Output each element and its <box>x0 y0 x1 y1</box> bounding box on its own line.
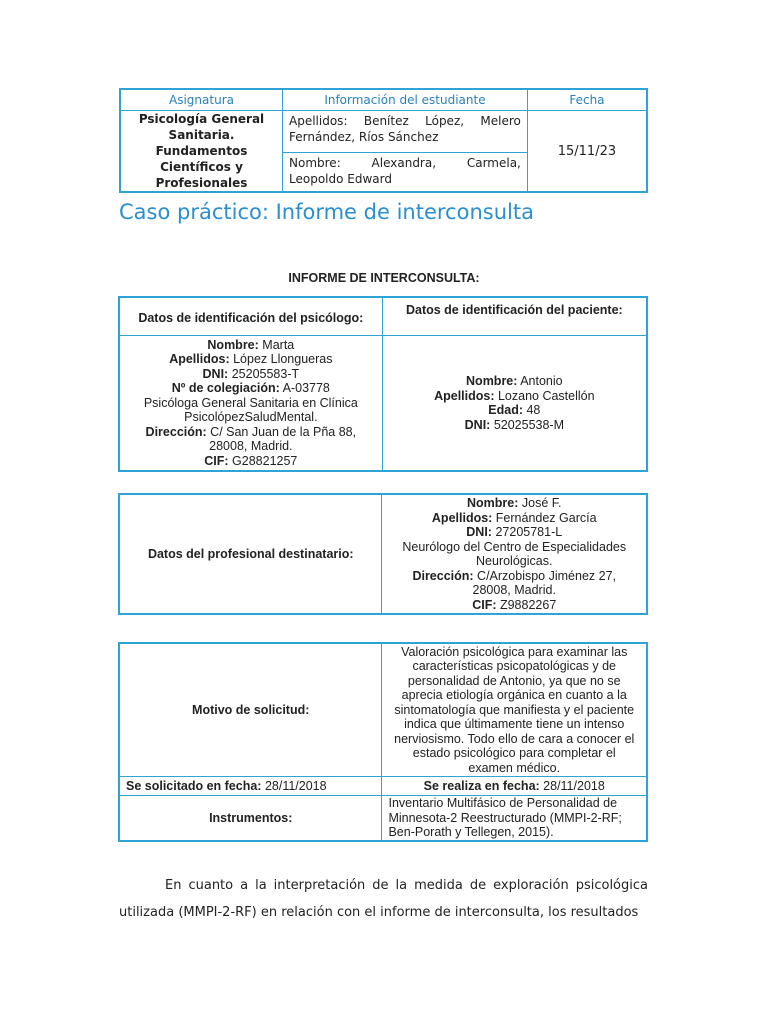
field-label: DNI: <box>202 366 229 381</box>
patient-heading: Datos de identificación del paciente: <box>382 297 647 336</box>
recipient-center: Neurológicas. <box>476 554 553 568</box>
submission-date: 15/11/23 <box>527 111 647 193</box>
psychologist-details <box>119 336 382 472</box>
requested-date: 28/11/2018 <box>261 778 327 793</box>
recipient-cif: Z9882267 <box>496 597 557 612</box>
recipient-name: José F. <box>518 496 562 510</box>
recipient-heading: Datos del profesional destinatario: <box>119 494 382 614</box>
field-label: Apellidos: <box>434 388 495 403</box>
reason-line: indica que últimamente tiene un intenso <box>404 717 625 732</box>
reason-line: personalidad de Antonio, ya que no se <box>407 673 621 688</box>
student-surnames: Apellidos: Benítez López, Melero Fernández, Ríos Sánchez <box>283 111 528 153</box>
reason-line: sintomatología que manifiesta y el paciente <box>394 702 635 717</box>
date-column-header: Fecha <box>527 89 647 111</box>
identification-table <box>118 296 648 472</box>
request-table <box>118 642 648 842</box>
psychologist-colegiacion: A-03778 <box>279 381 330 396</box>
field-label: Nº de colegiación: <box>171 381 280 396</box>
patient-dni: 52025538-M <box>490 417 565 432</box>
recipient-dni: 27205781-L <box>491 525 563 539</box>
subject-line: Sanitaria. Fundamentos <box>155 128 248 158</box>
field-label: DNI: <box>466 525 492 539</box>
field-label: Dirección: <box>412 568 474 583</box>
field-label: Nombre: <box>466 496 519 510</box>
course-info-table <box>119 88 648 193</box>
recipient-city: 28008, Madrid. <box>472 583 556 597</box>
field-label: Edad: <box>488 403 523 417</box>
reason-text <box>382 643 647 777</box>
reason-line: nerviosismo. Todo ello de cara a conocer el <box>394 731 635 746</box>
psychologist-heading: Datos de identificación del psicólogo: <box>119 297 382 336</box>
field-label: CIF: <box>472 597 497 612</box>
instrument-line: Minnesota-2 Reestructurado (MMPI-2-RF; <box>388 810 622 825</box>
field-label: Se realiza en fecha: <box>423 778 540 793</box>
psychologist-cif: G28821257 <box>228 453 298 468</box>
reason-line: estado psicológico para completar el <box>412 746 616 761</box>
field-label: Se solicitado en fecha: <box>126 778 262 793</box>
subject-line: Profesionales <box>155 176 248 190</box>
psychologist-role: Psicóloga General Sanitaria en Clínica <box>143 395 358 410</box>
report-title: INFORME DE INTERCONSULTA: <box>288 271 480 285</box>
instruments-label: Instrumentos: <box>119 796 382 842</box>
recipient-role: Neurólogo del Centro de Especialidades <box>402 539 627 554</box>
field-label: DNI: <box>464 417 491 432</box>
recipient-surname: Fernández García <box>492 510 597 525</box>
psychologist-city: 28008, Madrid. <box>209 439 293 454</box>
student-names: Nombre: Alexandra, Carmela, Leopoldo Edward <box>283 152 528 192</box>
subject-line: Científicos y <box>160 160 243 174</box>
subject-line: Psicología General <box>138 112 265 126</box>
reason-label: Motivo de solicitud: <box>119 643 382 777</box>
psychologist-surname: López Llongueras <box>229 352 333 367</box>
instrument-line: Inventario Multifásico de Personalidad de <box>388 796 618 811</box>
reason-line: Valoración psicológica para examinar las <box>401 644 628 659</box>
performed-date-cell <box>382 777 647 796</box>
performed-date: 28/11/2018 <box>539 778 605 793</box>
psychologist-address: C/ San Juan de la Pña 88, <box>206 424 357 439</box>
instruments-text <box>382 796 647 842</box>
field-label: Nombre: <box>466 374 518 388</box>
field-label: Dirección: <box>145 424 207 439</box>
field-label: Nombre: <box>207 337 259 352</box>
reason-line: características psicopatológicas y de <box>412 659 617 674</box>
psychologist-clinic: PsicolópezSaludMental. <box>184 410 318 425</box>
field-label: CIF: <box>204 453 229 468</box>
subject-column-header: Asignatura <box>120 89 283 111</box>
reason-line: aprecia etiología orgánica en cuanto a la <box>401 688 627 703</box>
recipient-address: C/Arzobispo Jiménez 27, <box>473 568 617 583</box>
psychologist-dni: 25205583-T <box>228 366 300 381</box>
patient-surname: Lozano Castellón <box>494 388 595 403</box>
patient-details <box>382 336 647 472</box>
psychologist-name: Marta <box>258 337 295 352</box>
recipient-details <box>382 494 647 614</box>
instrument-line: Ben-Porath y Tellegen, 2015). <box>388 825 554 840</box>
field-label: Apellidos: <box>169 352 230 367</box>
requested-date-cell <box>119 777 382 796</box>
subject-cell <box>120 111 283 193</box>
patient-age: 48 <box>523 403 541 417</box>
body-paragraph <box>119 872 648 926</box>
student-column-header: Información del estudiante <box>283 89 528 111</box>
paragraph-text: En cuanto a la interpretación de la medida de exploración psicológica utilizada (MMPI-2-RF) en relación con el informe de interconsulta, los resultados <box>119 878 648 920</box>
reason-line: examen médico. <box>468 760 561 775</box>
page-title: Caso práctico: Informe de interconsulta <box>119 200 534 224</box>
recipient-table <box>118 493 648 615</box>
field-label: Apellidos: <box>431 510 493 525</box>
patient-name: Antonio <box>517 374 563 388</box>
